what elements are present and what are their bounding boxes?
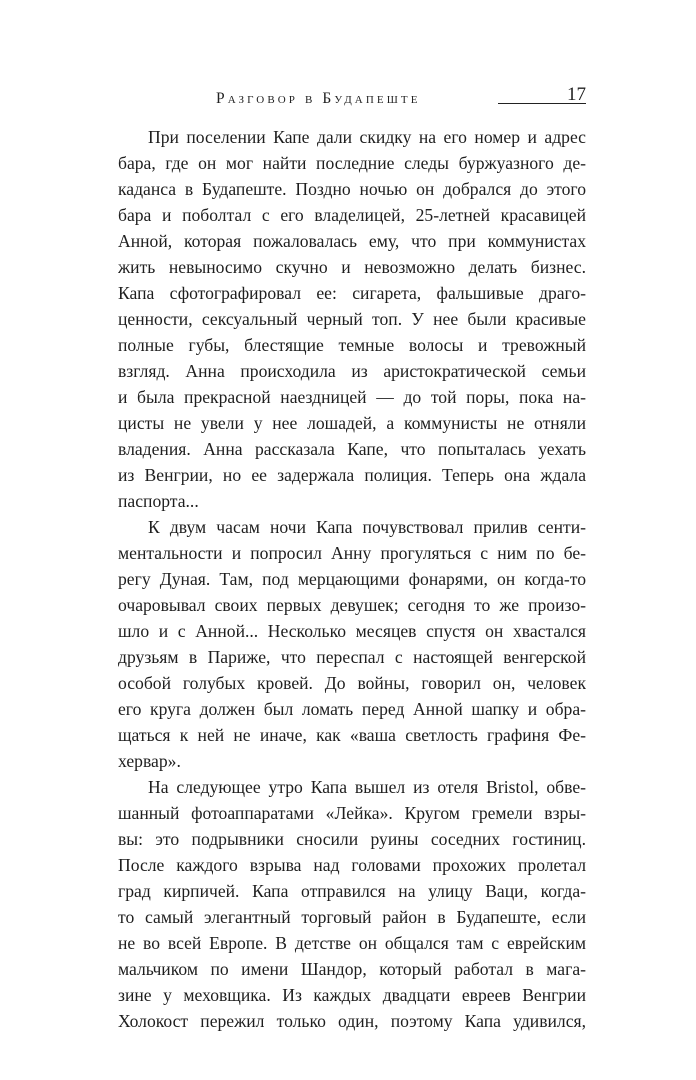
text-line: друзьям в Париже, что переспал с настоящей венгерской xyxy=(118,647,586,667)
text-line: Анной, которая пожаловалась ему, что при коммунистах xyxy=(118,231,586,251)
text-line: мальчиком по имени Шандор, который работал в магa- xyxy=(118,959,586,979)
text-line: регу Дуная. Там, под мерцающими фонарями, он когда-то xyxy=(118,569,586,589)
text-line: Капа сфотографировал ее: сигарета, фальшивые драго- xyxy=(118,283,586,303)
text-line: щаться к ней не иначе, как «ваша светлость графиня Фе- xyxy=(118,725,586,745)
text-line: При поселении Капе дали скидку на его номер и адрес xyxy=(148,127,586,147)
text-line: шло и с Анной... Несколько месяцев спустя он хвастался xyxy=(118,621,586,641)
text-line: каданса в Будапеште. Поздно ночью он добрался до этого xyxy=(118,179,586,199)
paragraph-1 xyxy=(118,124,586,514)
text-line: паспорта... xyxy=(118,491,199,511)
running-header xyxy=(216,84,586,114)
text-line: и была прекрасной наездницей — до той поры, пока на- xyxy=(118,387,586,407)
text-line: бара, где он мог найти последние следы буржуазного де- xyxy=(118,153,586,173)
text-line: шанный фотоаппаратами «Лейка». Кругом гремели взры- xyxy=(118,803,586,823)
text-line: из Венгрии, но ее задержала полиция. Теперь она ждала xyxy=(118,465,586,485)
text-line: К двум часам ночи Капа почувствовал прилив сенти- xyxy=(148,517,586,537)
text-line: ценности, сексуальный черный топ. У нее были красивые xyxy=(118,309,586,329)
body-text xyxy=(118,124,586,1034)
paragraph-2 xyxy=(118,514,586,774)
text-line: Холокост пережил только один, поэтому Капа удивился, xyxy=(118,1011,586,1031)
text-line: вы: это подрывники сносили руины соседних гостиниц. xyxy=(118,829,586,849)
text-line: очаровывал своих первых девушек; сегодня то же произо- xyxy=(118,595,586,615)
text-line: жить невыносимо скучно и невозможно делать бизнес. xyxy=(118,257,586,277)
paragraph-3 xyxy=(118,774,586,1034)
text-line: зине у меховщика. Из каждых двадцати евреев Венгрии xyxy=(118,985,586,1005)
text-line: не во всей Европе. В детстве он общался там с еврейским xyxy=(118,933,586,953)
text-line: то самый элегантный торговый район в Будапеште, если xyxy=(118,907,586,927)
text-line: его круга должен был ломать перед Анной шапку и обра- xyxy=(118,699,586,719)
text-line: хервар». xyxy=(118,751,181,771)
page-number: 17 xyxy=(567,84,586,105)
text-line: взгляд. Анна происходила из аристократической семьи xyxy=(118,361,586,381)
text-line: После каждого взрыва над головами прохожих пролетал xyxy=(118,855,586,875)
running-title: Разговор в Будапеште xyxy=(216,90,421,107)
text-line: ментальности и попросил Анну прогуляться с ним по бе- xyxy=(118,543,586,563)
text-line: На следующее утро Капа вышел из отеля Bristol, обве- xyxy=(148,777,586,797)
text-line: полные губы, блестящие темные волосы и тревожный xyxy=(118,335,586,355)
text-line: владения. Анна рассказала Капе, что попыталась уехать xyxy=(118,439,586,459)
text-line: бара и поболтал с его владелицей, 25-летней красавицей xyxy=(118,205,586,225)
text-line: град кирпичей. Капа отправился на улицу Ваци, когда- xyxy=(118,881,586,901)
text-line: цисты не увели у нее лошадей, а коммунисты не отняли xyxy=(118,413,586,433)
text-line: особой голубых кровей. До войны, говорил он, человек xyxy=(118,673,586,693)
